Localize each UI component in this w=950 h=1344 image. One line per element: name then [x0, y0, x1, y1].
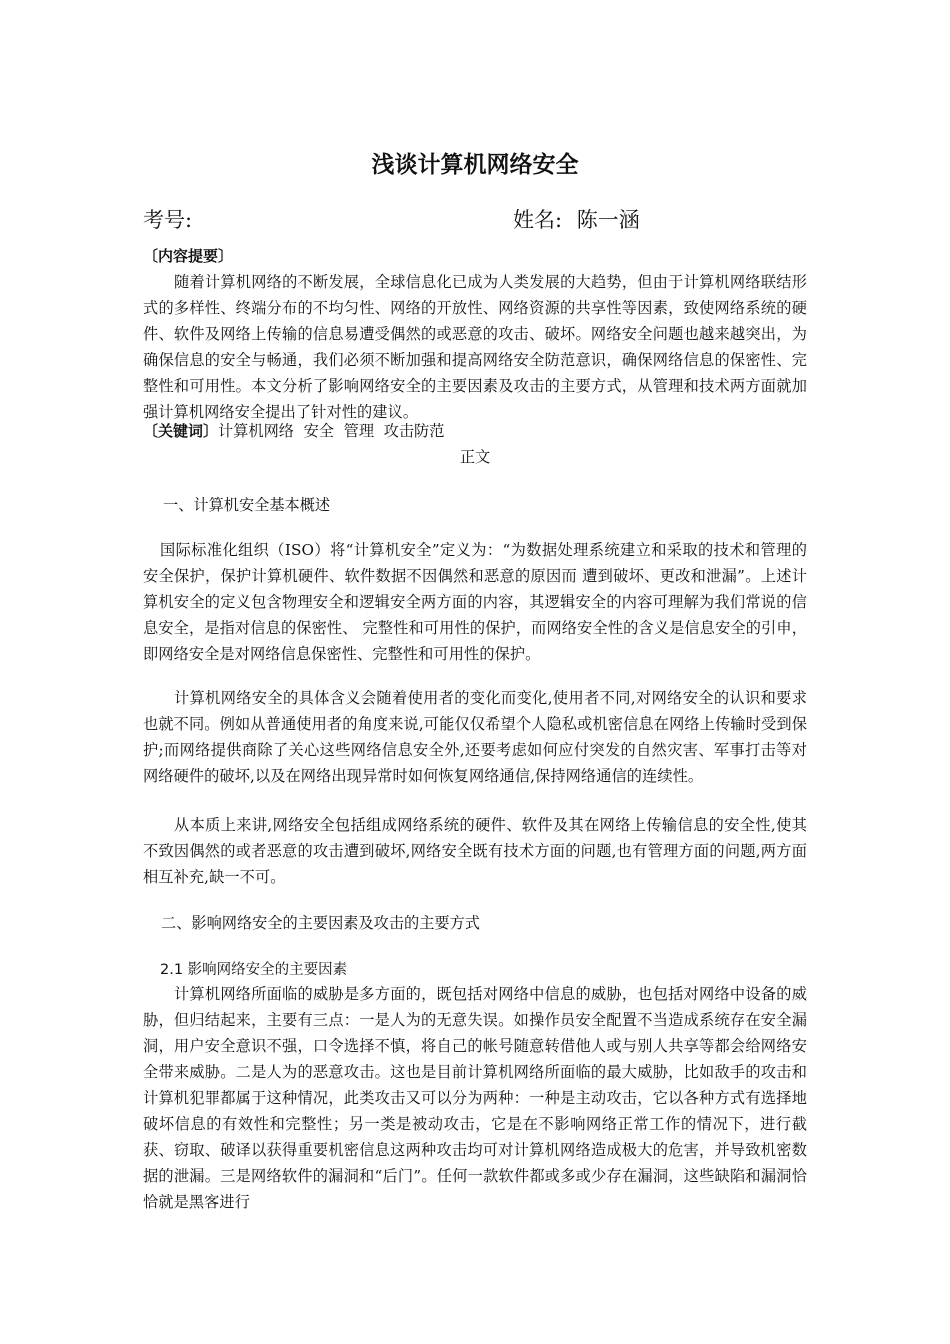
- section1-heading: 一、计算机安全基本概述: [163, 496, 331, 514]
- abstract-label: 〔内容提要〕: [143, 247, 234, 265]
- section1-paragraph-3: 从本质上来讲,网络安全包括组成网络系统的硬件、软件及其在网络上传输信息的安全性,使其不致因偶然的或者恶意的攻击遭到破坏,网络安全既有技术方面的问题,也有管理方面的问题,两方面相互补充,缺一不可。: [143, 816, 807, 886]
- section1-paragraph-2: 计算机网络安全的具体含义会随着使用者的变化而变化,使用者不同,对网络安全的认识和要求也就不同。例如从普通使用者的角度来说,可能仅仅希望个人隐私或机密信息在网络上传输时受到保护;而网络提供商除了关心这些网络信息安全外,还要考虑如何应付突发的自然灾害、军事打击等对网络硬件的破坏,以及在网络出现异常时如何恢复网络通信,保持网络通信的连续性。: [143, 689, 807, 785]
- student-name-field: [513, 204, 640, 234]
- student-name-label: 姓名:: [513, 208, 563, 232]
- section21-paragraph-1: 计算机网络所面临的威胁是多方面的，既包括对网络中信息的威胁，也包括对网络中设备的威胁，但归结起来，主要有三点：一是人为的无意失误。如操作员安全配置不当造成系统存在安全漏洞，用户安全意识不强，口令选择不慎，将自己的帐号随意转借他人或与别人共享等都会给网络安全带来威胁。二是人为的恶意攻击。这也是目前计算机网络所面临的最大威胁，比如敌手的攻击和计算机犯罪都属于这种情况，此类攻击又可以分为两种：一种是主动攻击，它以各种方式有选择地破坏信息的有效性和完整性；另一类是被动攻击，它是在不影响网络正常工作的情况下，进行截获、窃取、破译以获得重要机密信息这两种攻击均可对计算机网络造成极大的危害，并导致机密数据的泄漏。三是网络软件的漏洞和“后门”。任何一款软件都或多或少存在漏洞，这些缺陷和漏洞恰恰就是黑客进行: [143, 985, 807, 1211]
- section21-heading: 2.1 影响网络安全的主要因素: [160, 962, 348, 978]
- abstract-text: 随着计算机网络的不断发展，全球信息化已成为人类发展的大趋势，但由于计算机网络联结形式的多样性、终端分布的不均匀性、网络的开放性、网络资源的共享性等因素，致使网络系统的硬件、软件及网络上传输的信息易遭受偶然的或恶意的攻击、破坏。网络安全问题也越来越突出，为确保信息的安全与畅通，我们必须不断加强和提高网络安全防范意识，确保网络信息的保密性、完整性和可用性。本文分析了影响网络安全的主要因素及攻击的主要方式，从管理和技术两方面就加强计算机网络安全提出了针对性的建议。: [143, 273, 807, 421]
- document-title: 浅谈计算机网络安全: [371, 152, 579, 178]
- exam-number-label: 考号:: [143, 208, 193, 232]
- keywords-label: 〔关键词〕: [143, 422, 219, 440]
- keywords-text: 计算机网络 安全 管理 攻击防范: [218, 422, 445, 440]
- keywords-line: [143, 420, 444, 442]
- body-heading: 正文: [459, 448, 491, 466]
- section2-heading: 二、影响网络安全的主要因素及攻击的主要方式: [161, 914, 480, 932]
- student-name-value: 陈一涵: [576, 208, 640, 232]
- section1-paragraph-1: 国际标准化组织（ISO）将“计算机安全”定义为：“为数据处理系统建立和采取的技术和管理的安全保护，保护计算机硬件、软件数据不因偶然和恶意的原因而 遭到破坏、更改和泄漏”。上述计算机安全的定义包含物理安全和逻辑安全两方面的内容，其逻辑安全的内容可理解为我们常说的信息安全，是指对信息的保密性、 完整性和可用性的保护，而网络安全性的含义是信息安全的引申，即网络安全是对网络信息保密性、完整性和可用性的保护。: [143, 541, 807, 663]
